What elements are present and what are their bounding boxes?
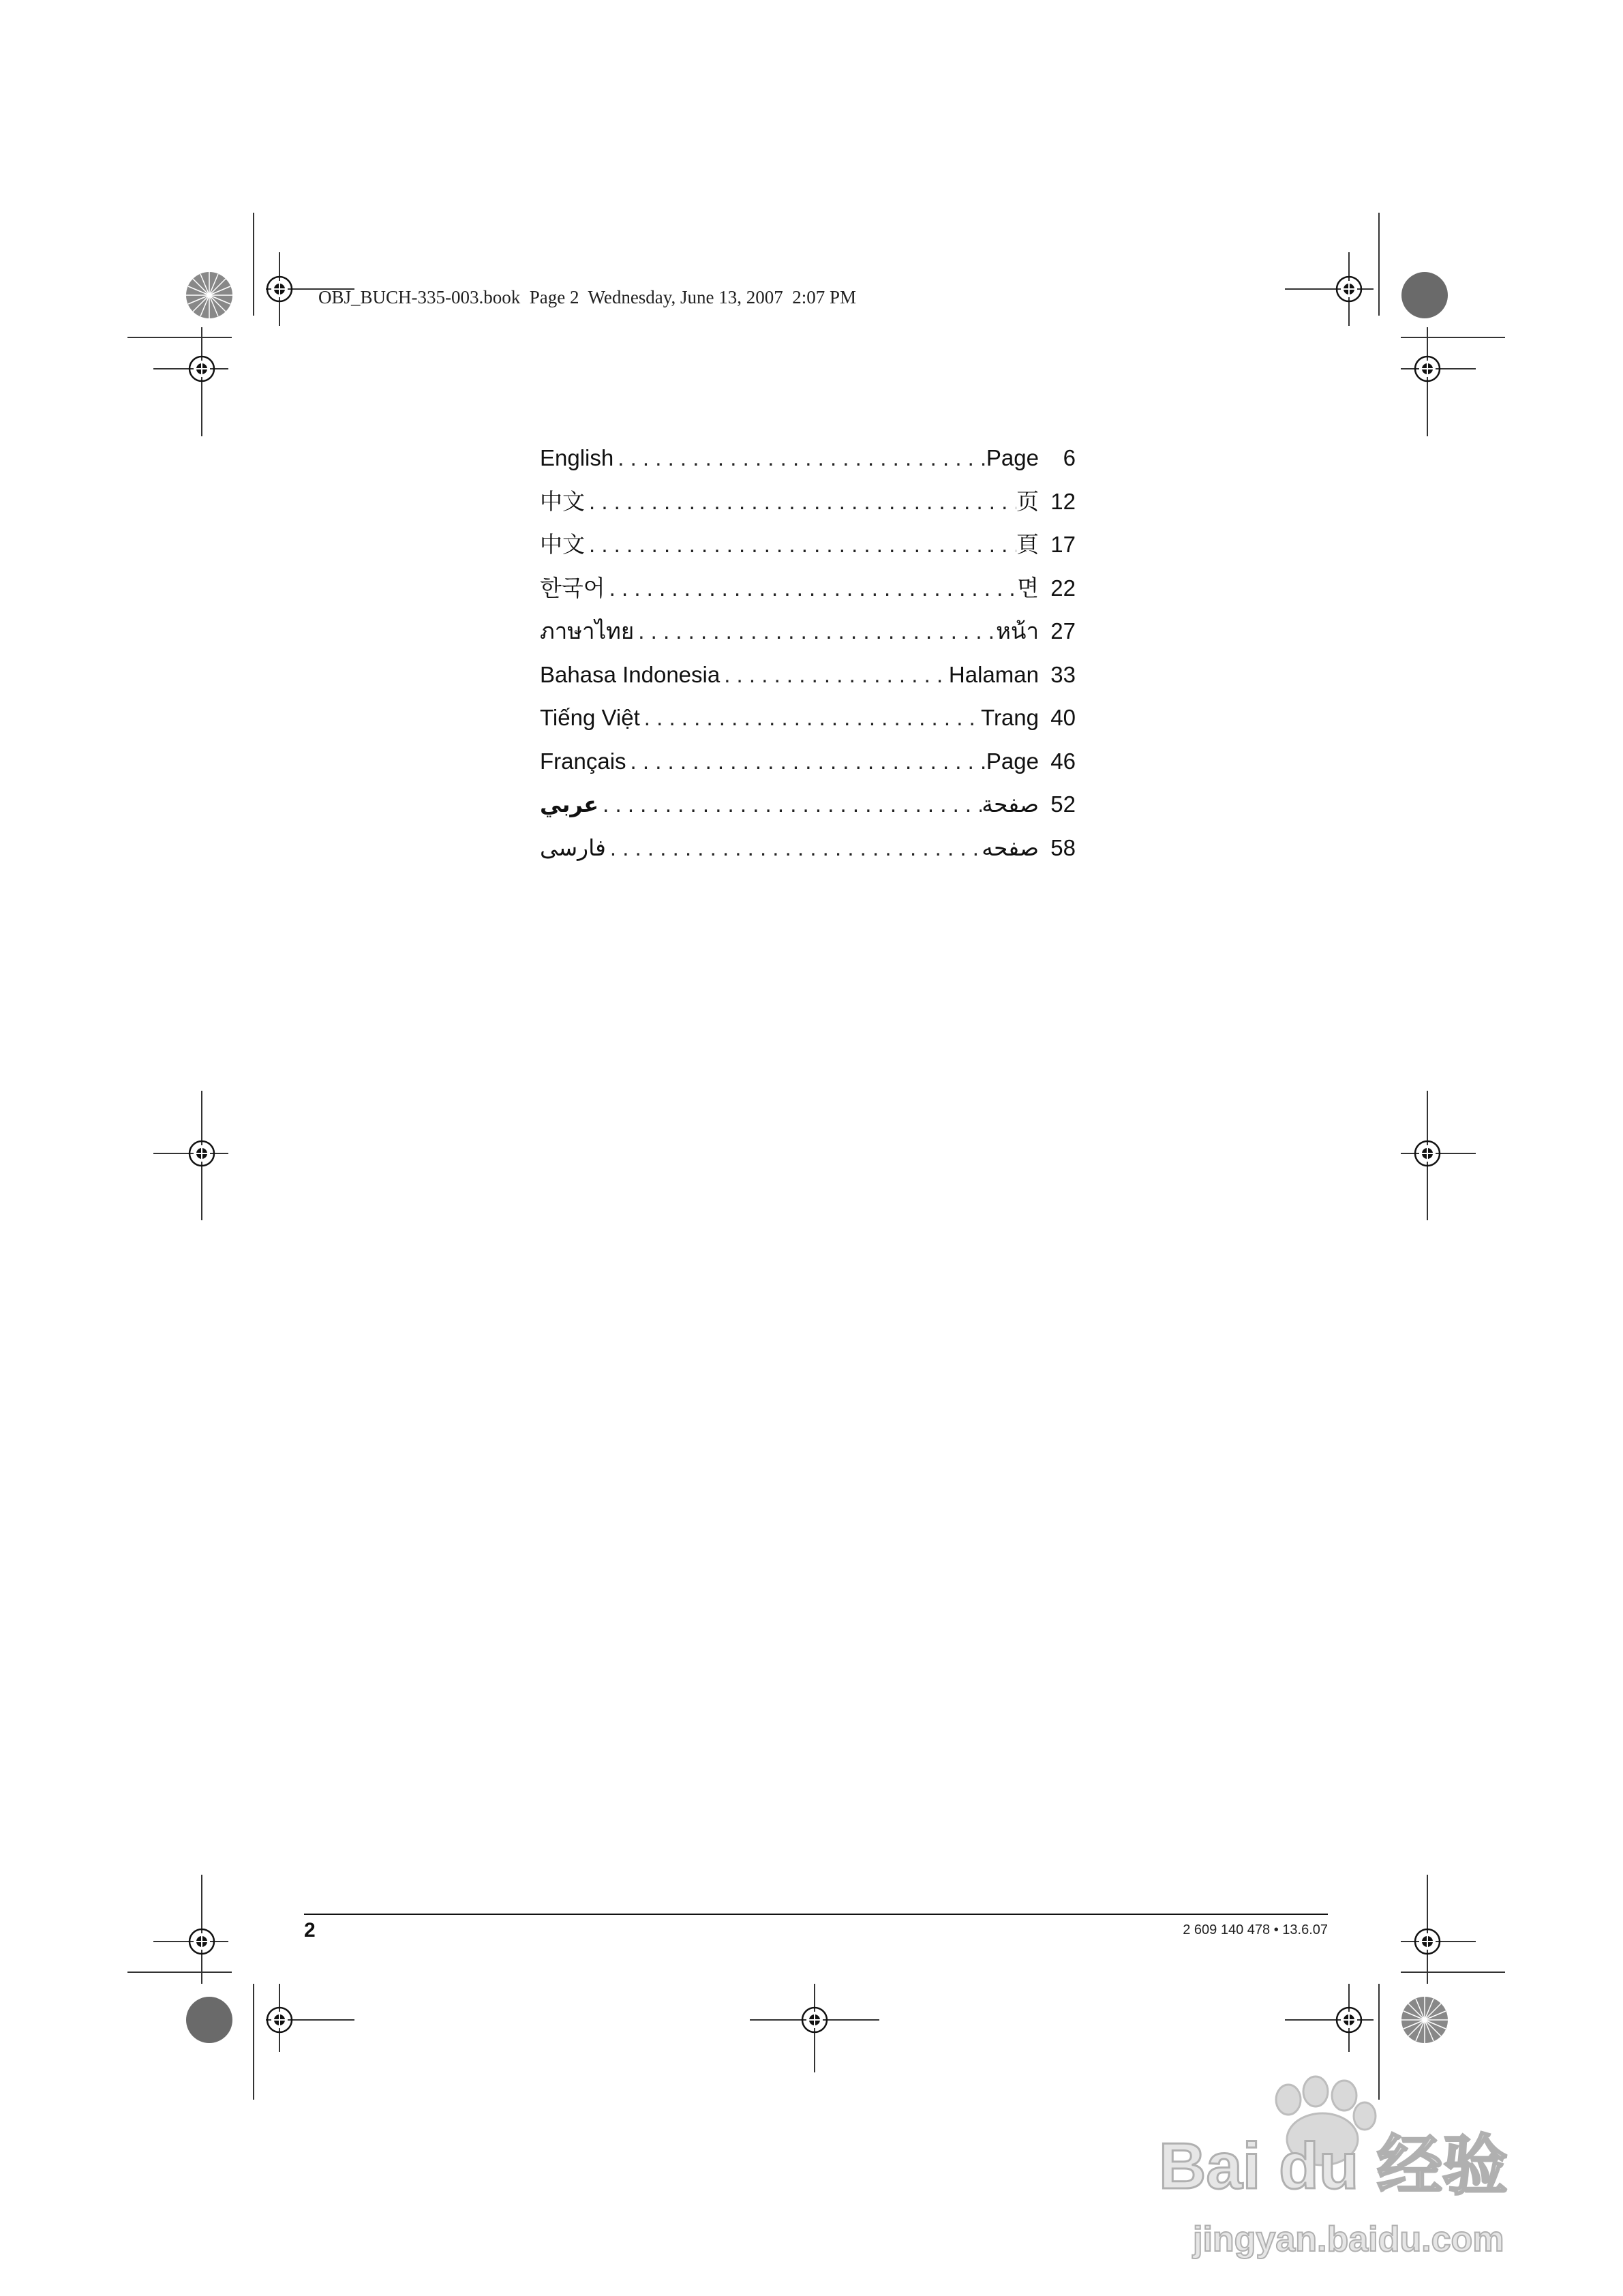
- toc-page-number: 33: [1050, 661, 1076, 687]
- toc-language: 中文: [540, 531, 585, 558]
- toc-language: Français: [540, 748, 626, 774]
- toc-page-number: 22: [1050, 575, 1076, 601]
- toc-row-persian[interactable]: [540, 836, 1076, 880]
- toc-page-label: Trang: [981, 705, 1039, 730]
- toc-row-french[interactable]: [540, 750, 1076, 794]
- toc-row-arabic[interactable]: [540, 793, 1076, 836]
- toc-row-chinese-simplified[interactable]: [540, 487, 1076, 534]
- watermark-logo-text: Bai du 经验: [1159, 2130, 1508, 2203]
- toc-row-english[interactable]: [540, 447, 1076, 490]
- toc-page-number: 17: [1050, 532, 1076, 557]
- toc-page-label: หน้า: [996, 618, 1039, 644]
- toc-language: عربي: [540, 791, 599, 817]
- toc-row-indonesian[interactable]: [540, 663, 1076, 707]
- toc-page-number: 12: [1050, 488, 1076, 514]
- toc-page-number: 52: [1050, 791, 1076, 817]
- toc-leader-dots: [585, 533, 1016, 556]
- toc-row-chinese-traditional[interactable]: [540, 533, 1076, 577]
- toc-page-label: 면: [1017, 574, 1039, 601]
- toc-language: 한국어: [540, 574, 605, 601]
- watermark-url-text: jingyan.baidu.com: [1193, 2220, 1504, 2259]
- toc-page-label: Halaman: [948, 661, 1039, 687]
- toc-language: 中文: [540, 487, 585, 515]
- toc-page-label: صفحة: [982, 791, 1039, 817]
- toc-page-label: Page: [986, 748, 1039, 774]
- toc-page-label: 页: [1016, 487, 1039, 515]
- toc-language: ภาษาไทย: [540, 618, 635, 644]
- baidu-watermark: [1152, 2072, 1534, 2277]
- toc-leader-dots: [613, 447, 986, 469]
- toc-leader-dots: [634, 620, 996, 642]
- slug-line: OBJ_BUCH-335-003.book Page 2 Wednesday, June 13, 2007 2:07 PM: [318, 287, 857, 307]
- toc-language: Tiếng Việt: [540, 705, 640, 730]
- toc-leader-dots: [606, 836, 982, 859]
- toc-leader-dots: [605, 577, 1017, 599]
- toc-page-number: 58: [1050, 834, 1076, 860]
- toc-page-number: 27: [1050, 618, 1076, 644]
- toc-leader-dots: [585, 490, 1016, 513]
- document-code: 2 609 140 478 • 13.6.07: [1183, 1922, 1328, 1937]
- toc-leader-dots: [640, 706, 981, 729]
- toc-leader-dots: [598, 793, 982, 815]
- toc-page-label: Page: [986, 445, 1039, 470]
- toc-row-vietnamese[interactable]: [540, 706, 1076, 750]
- toc-row-korean[interactable]: [540, 574, 1076, 620]
- toc-language: فارسی: [540, 834, 606, 861]
- toc-language: Bahasa Indonesia: [540, 661, 721, 687]
- toc-row-thai[interactable]: [540, 620, 1076, 663]
- toc-page-label: صفحه: [982, 834, 1039, 861]
- table-of-contents: [540, 447, 1076, 879]
- toc-leader-dots: [720, 663, 949, 686]
- toc-language: English: [540, 445, 614, 470]
- toc-page-label: 頁: [1016, 531, 1039, 558]
- footer-rule: [304, 1914, 1328, 1915]
- toc-page-number: 40: [1050, 705, 1076, 730]
- toc-page-number: 46: [1050, 748, 1076, 774]
- toc-page-number: 6: [1063, 445, 1076, 470]
- toc-leader-dots: [626, 750, 986, 772]
- page-number: 2: [304, 1919, 316, 1942]
